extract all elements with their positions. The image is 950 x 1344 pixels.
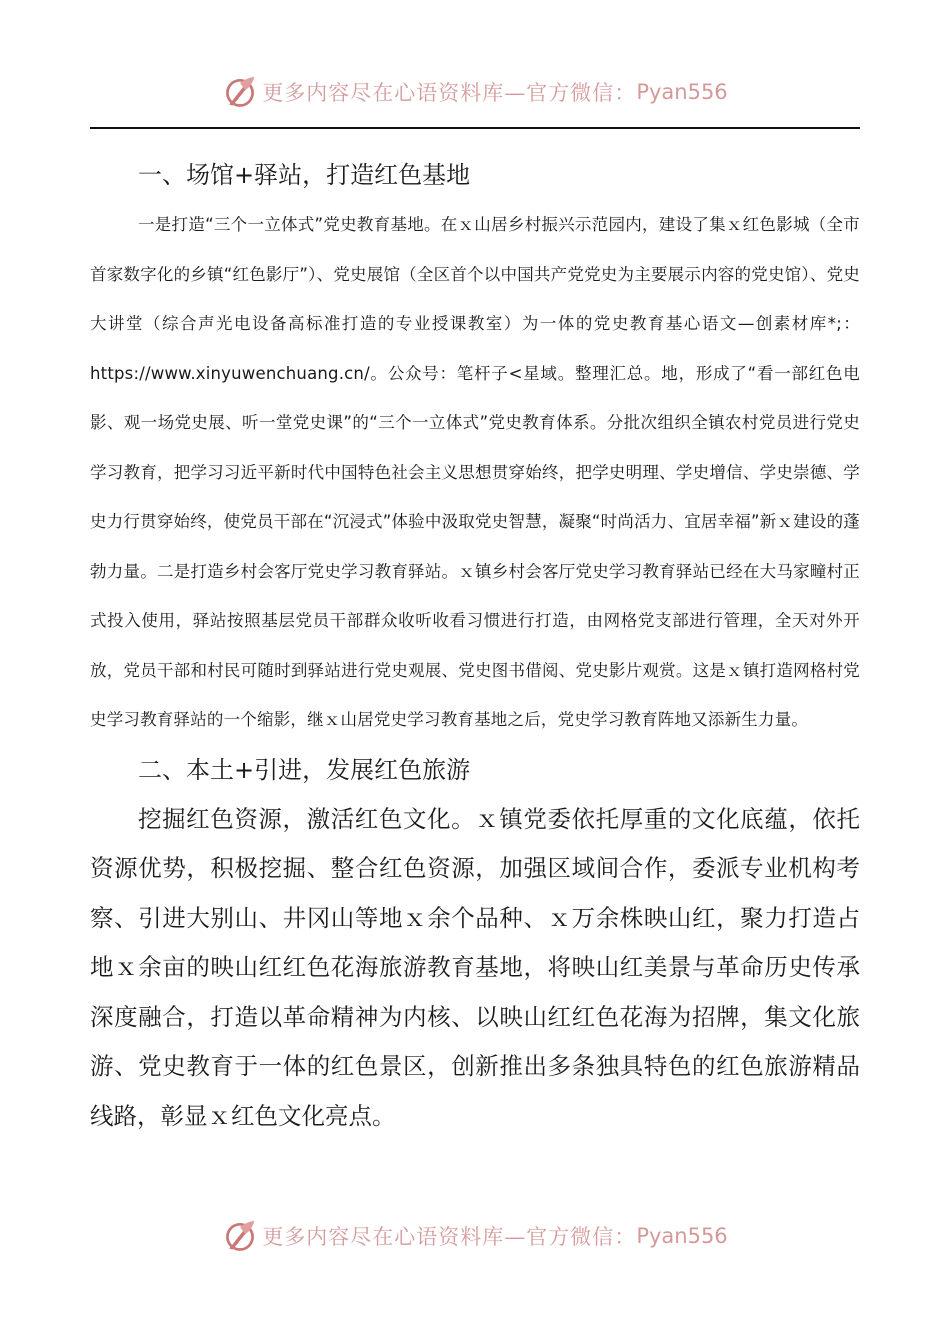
section-heading-1: 一、场馆+驿站，打造红色基地 [138, 161, 471, 189]
watermark-id: Pyan556 [636, 1224, 728, 1248]
watermark-id: Pyan556 [636, 80, 728, 104]
footer-watermark [0, 1216, 950, 1256]
section-paragraph-1: 一是打造“三个一立体式”党史教育基地。在ｘ山居乡村振兴示范园内，建设了集ｘ红色影城（全市首家数字化的乡镇“红色影厅”）、党史展馆（全区首个以中国共产党党史为主要展示内容的党史馆）、党史大讲堂（综合声光电设备高标准打造的专业授课教室）为一体的党史教育基心语文—创素材库*;：https://www.xinyuwenchuang.cn/。公众号：笔杆子<星域。整理汇总。地，形成了“看一部红色电影、观一场党史展、听一堂党史课”的“三个一立体式”党史教育体系。分批次组织全镇农村党员进行党史学习教育，把学习习近平新时代中国特色社会主义思想贯穿始终，把学史明理、学史增信、学史崇德、学史力行贯穿始终，使党员干部在“沉浸式”体验中汲取党史智慧，凝聚“时尚活力、宜居幸福”新ｘ建设的蓬勃力量。二是打造乡村会客厅党史学习教育驿站。ｘ镇乡村会客厅党史学习教育驿站已经在大马家疃村正式投入使用，驿站按照基层党员干部群众收听收看习惯进行打造，由网格党支部进行管理，全天对外开放，党员干部和村民可随时到驿站进行党史观展、党史图书借阅、党史影片观赏。这是ｘ镇打造网格村党史学习教育驿站的一个缩影，继ｘ山居党史学习教育基地之后，党史学习教育阵地又添新生力量。 [90, 215, 860, 729]
section-paragraph-2: 挖掘红色资源，激活红色文化。ｘ镇党委依托厚重的文化底蕴，依托资源优势，积极挖掘、整合红色资源，加强区域间合作，委派专业机构考察、引进大别山、井冈山等地ｘ余个品种、ｘ万余株映山红，聚力打造占地ｘ余亩的映山红红色花海旅游教育基地，将映山红美景与革命历史传承深度融合，打造以革命精神为内核、以映山红红色花海为招牌，集文化旅游、党史教育于一体的红色景区，创新推出多条独具特色的红色旅游精品线路，彰显ｘ红色文化亮点。 [90, 804, 860, 1130]
watermark-text: 更多内容尽在心语资料库—官方微信： [262, 1225, 637, 1249]
quill-logo-icon [222, 1218, 258, 1254]
section-heading-2: 二、本土+引进，发展红色旅游 [138, 755, 471, 784]
quill-logo-icon [222, 74, 258, 110]
document-body [90, 150, 860, 1141]
header-divider [90, 127, 860, 129]
header-watermark [0, 72, 950, 112]
watermark-text: 更多内容尽在心语资料库—官方微信： [262, 81, 637, 105]
